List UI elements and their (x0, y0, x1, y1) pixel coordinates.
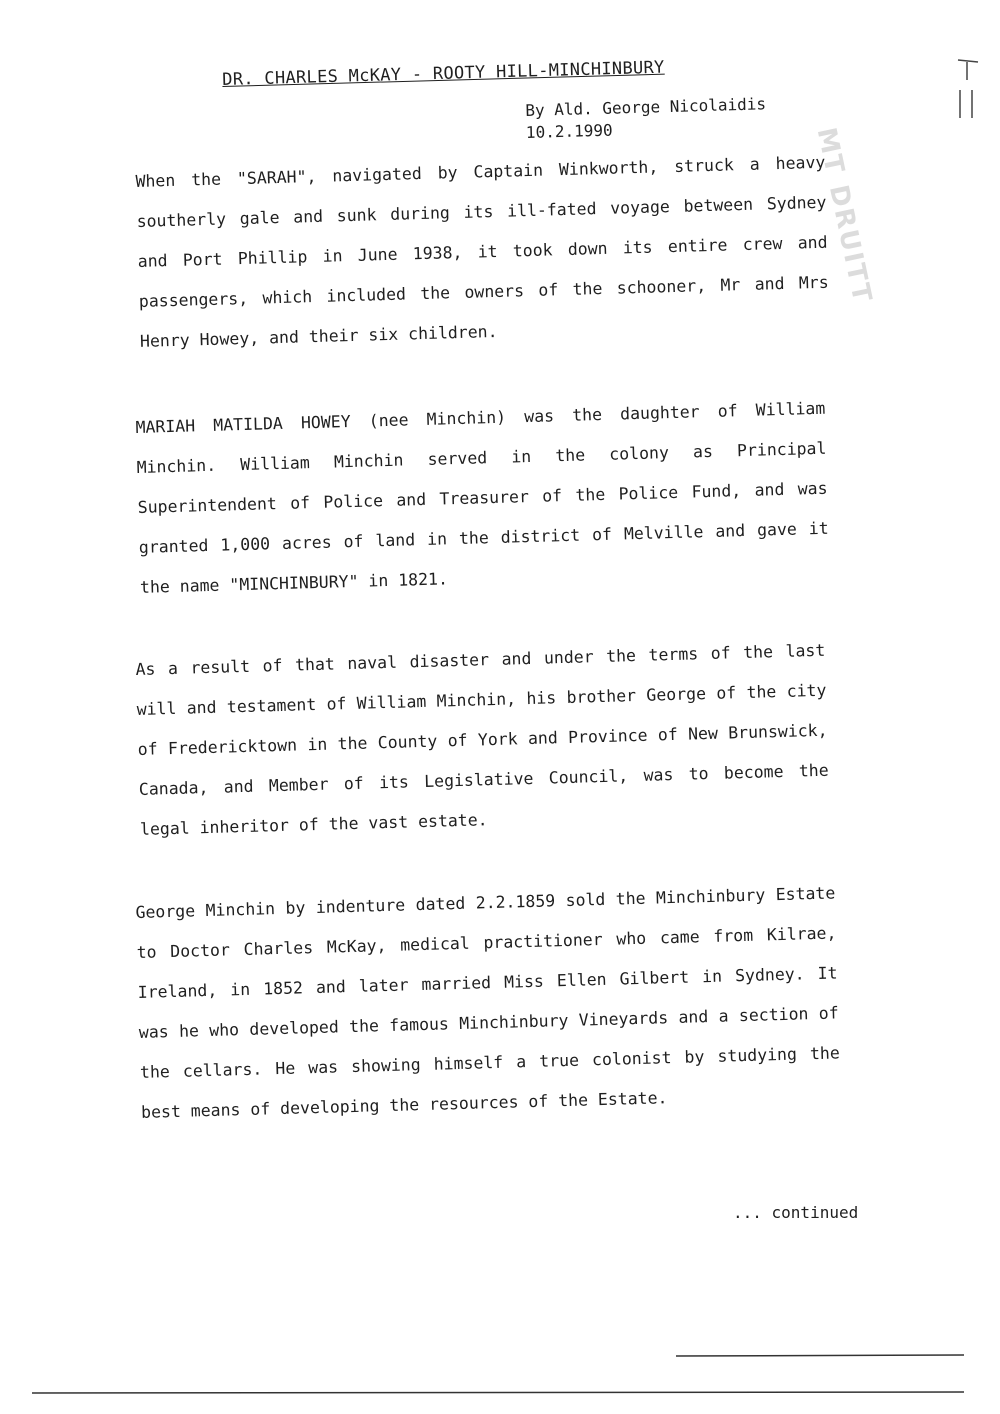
paragraph-1: When the "SARAH", navigated by Captain Winkworth, struck a heavy southerly gale and sunk during its ill-fated voyage between Sydney and Port Phillip in June 1938, it took down its entire crew and passengers, which included the owners of the schooner, Mr and Mrs Henry Howey, and their six children. (135, 152, 829, 351)
footer-rule-long (32, 1392, 964, 1393)
margin-tick-mark (958, 60, 978, 62)
continued-note: ... continued (733, 1203, 859, 1222)
paragraph-4: George Minchin by indenture dated 2.2.1859 sold the Minchinbury Estate to Doctor Charles McKay, medical practitioner who came from Kilrae, Ireland, in 1852 and later married Miss Ellen Gilbert in Sydney. It was he who developed the famous Minchinbury Vineyards and a section of the cellars. He was showing himself a true colonist by studying the best means of developing the resources of the Estate. (135, 883, 841, 1122)
document-title: DR. CHARLES McKAY - ROOTY HILL-MINCHINBURY (222, 57, 665, 90)
paragraph-2: MARIAH MATILDA HOWEY (nee Minchin) was the daughter of William Minchin. William Minchin served in the colony as Principal Superintendent of Police and Treasurer of the Police Fund, and was granted 1,000 acres of land in the district of Melville and gave it the name "MINCHINBURY" in 1821. (135, 398, 829, 597)
date-line: 10.2.1990 (525, 120, 613, 142)
footer-rule-short (676, 1355, 964, 1356)
library-stamp: MT DRUITT (810, 125, 878, 307)
byline (525, 93, 767, 144)
paragraph-3: As a result of that naval disaster and under the terms of the last will and testament of William Minchin, his brother George of the city of Fredericktown in the County of York and Province of New Brunswick, Canada, and Member of its Legislative Council, was to become the legal inheritor of the vast estate. (135, 640, 829, 839)
author-line: By Ald. George Nicolaidis (525, 94, 767, 120)
